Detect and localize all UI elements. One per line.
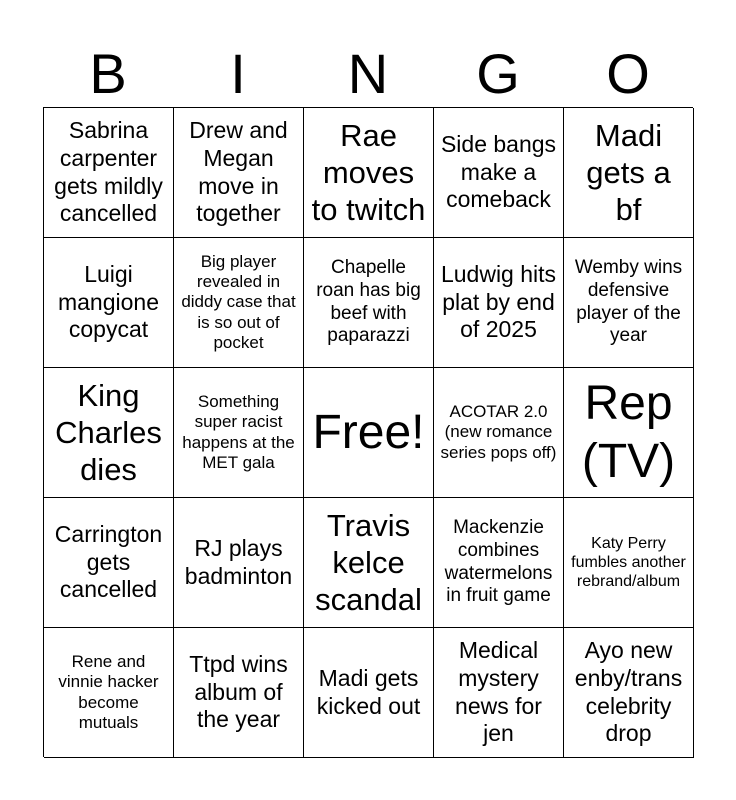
cell-text: King Charles dies [55, 377, 162, 488]
bingo-cell-r2-c3[interactable] [304, 238, 434, 368]
bingo-cell-r1-c1[interactable] [44, 108, 174, 238]
bingo-cell-r3-c4[interactable] [434, 368, 564, 498]
cell-text: Rae moves to twitch [311, 117, 426, 228]
header-letter-g: G [476, 42, 520, 105]
cell-text: RJ plays badminton [184, 534, 293, 589]
cell-text: Ludwig hits plat by end of 2025 [440, 261, 557, 343]
bingo-cell-r4-c3[interactable] [304, 498, 434, 628]
cell-text: Chapelle roan has big beef with paparazzi [316, 256, 421, 347]
cell-text: Madi gets kicked out [316, 664, 421, 719]
header-letter-o: O [606, 42, 650, 105]
bingo-cell-r1-c4[interactable] [434, 108, 564, 238]
bingo-cell-r3-c5[interactable] [564, 368, 694, 498]
bingo-cell-r4-c1[interactable] [44, 498, 174, 628]
cell-text: Side bangs make a comeback [440, 131, 557, 213]
header-letter-i: I [230, 42, 246, 105]
cell-text: Something super racist happens at the MET gala [182, 391, 295, 472]
cell-text: Ayo new enby/trans celebrity drop [574, 637, 683, 747]
cell-text: Rep (TV) [581, 376, 676, 488]
cell-text: Medical mystery news for jen [455, 637, 542, 747]
bingo-cell-r2-c2[interactable] [174, 238, 304, 368]
cell-text: Big player revealed in diddy case that is so out of pocket [181, 251, 296, 353]
bingo-cell-r3-c1[interactable] [44, 368, 174, 498]
bingo-cell-r1-c5[interactable] [564, 108, 694, 238]
cell-text: Sabrina carpenter gets mildly cancelled [54, 117, 163, 227]
bingo-cell-r2-c1[interactable] [44, 238, 174, 368]
bingo-cell-r2-c4[interactable] [434, 238, 564, 368]
bingo-header [43, 40, 693, 108]
header-letter-n: N [347, 42, 389, 105]
cell-text: Carrington gets cancelled [54, 521, 163, 603]
cell-text: Wemby wins defensive player of the year [574, 256, 683, 347]
bingo-cell-free[interactable] [304, 368, 434, 498]
cell-text: ACOTAR 2.0 (new romance series pops off) [440, 401, 557, 462]
cell-text: Rene and vinnie hacker become mutuals [58, 651, 159, 732]
bingo-cell-r4-c4[interactable] [434, 498, 564, 628]
cell-text: Luigi mangione copycat [57, 261, 160, 343]
header-letter-b: B [89, 42, 127, 105]
bingo-cell-r2-c5[interactable] [564, 238, 694, 368]
bingo-cell-r4-c2[interactable] [174, 498, 304, 628]
bingo-cell-r5-c4[interactable] [434, 628, 564, 758]
cell-text: Ttpd wins album of the year [189, 651, 288, 733]
cell-text: Drew and Megan move in together [189, 117, 288, 227]
cell-text: Travis kelce scandal [315, 507, 422, 618]
cell-text: Madi gets a bf [586, 117, 671, 228]
bingo-cell-r1-c3[interactable] [304, 108, 434, 238]
free-space-text: Free! [312, 405, 425, 459]
bingo-cell-r1-c2[interactable] [174, 108, 304, 238]
bingo-cell-r5-c5[interactable] [564, 628, 694, 758]
cell-text: Katy Perry fumbles another rebrand/album [571, 534, 686, 591]
bingo-cell-r4-c5[interactable] [564, 498, 694, 628]
bingo-cell-r5-c3[interactable] [304, 628, 434, 758]
bingo-cell-r3-c2[interactable] [174, 368, 304, 498]
bingo-board [43, 107, 693, 757]
bingo-cell-r5-c1[interactable] [44, 628, 174, 758]
bingo-cell-r5-c2[interactable] [174, 628, 304, 758]
cell-text: Mackenzie combines watermelons in fruit game [444, 516, 553, 607]
